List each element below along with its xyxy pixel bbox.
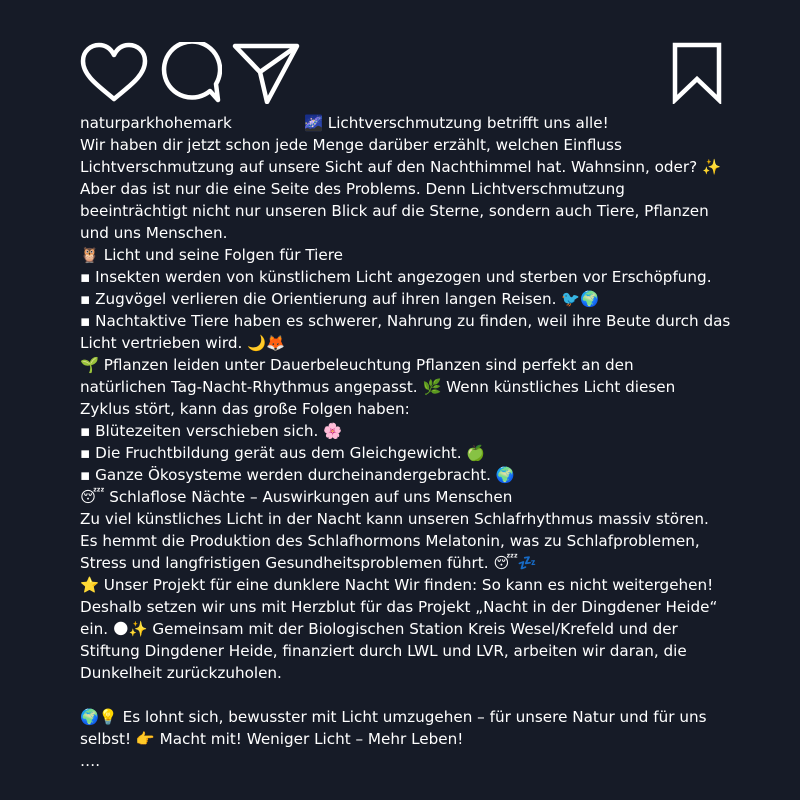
caption-line: Aber das ist nur die eine Seite des Problems. Denn Lichtverschmutzung xyxy=(80,180,625,198)
caption-line: natürlichen Tag-Nacht-Rhythmus angepasst. 🌿 Wenn künstliches Licht diesen xyxy=(80,378,676,396)
caption-line: ▪︎ Blütezeiten verschieben sich. 🌸 xyxy=(80,422,343,440)
bookmark-icon[interactable] xyxy=(672,42,722,104)
caption-line: beeinträchtigt nicht nur unseren Blick auf die Sterne, sondern auch Tiere, Pflanzen xyxy=(80,202,709,220)
caption-line: Wir haben dir jetzt schon jede Menge darüber erzählt, welchen Einfluss xyxy=(80,136,622,154)
post-caption xyxy=(80,112,740,772)
post-action-bar xyxy=(80,42,722,104)
caption-line: ein. 🌑✨ Gemeinsam mit der Biologischen Station Kreis Wesel/Krefeld und der xyxy=(80,620,678,638)
caption-line: Lichtverschmutzung auf unsere Sicht auf den Nachthimmel hat. Wahnsinn, oder? ✨ xyxy=(80,158,721,176)
username[interactable]: naturparkhohemark xyxy=(80,114,232,132)
caption-line: Stiftung Dingdener Heide, finanziert durch LWL und LVR, arbeiten wir daran, die xyxy=(80,642,687,660)
caption-line: Licht vertrieben wird. 🌙🦊 xyxy=(80,334,285,352)
paper-plane-icon[interactable] xyxy=(232,42,300,104)
caption-line: und uns Menschen. xyxy=(80,224,228,242)
caption-more[interactable]: …. xyxy=(80,752,101,770)
caption-line: 🦉 Licht und seine Folgen für Tiere xyxy=(80,246,343,264)
heart-icon[interactable] xyxy=(80,42,148,104)
caption-blank-line xyxy=(80,684,740,706)
caption-line: ▪︎ Zugvögel verlieren die Orientierung auf ihren langen Reisen. 🐦🌍 xyxy=(80,290,600,308)
caption-line: Deshalb setzen wir uns mit Herzblut für das Projekt „Nacht in der Dingdener Heide“ xyxy=(80,598,718,616)
caption-line: Dunkelheit zurückzuholen. xyxy=(80,664,282,682)
caption-line: 🌍💡 Es lohnt sich, bewusster mit Licht umzugehen – für unsere Natur und für uns xyxy=(80,708,707,726)
caption-line: ▪︎ Insekten werden von künstlichem Licht angezogen und sterben vor Erschöpfung. xyxy=(80,268,712,286)
caption-line: ⭐ Unser Projekt für eine dunklere Nacht Wir finden: So kann es nicht weitergehen! xyxy=(80,576,714,594)
caption-line: selbst! 👉 Macht mit! Weniger Licht – Mehr Leben! xyxy=(80,730,464,748)
caption-line: ▪︎ Ganze Ökosysteme werden durcheinandergebracht. 🌍 xyxy=(80,466,515,484)
comment-icon[interactable] xyxy=(160,42,222,104)
caption-line: Zyklus stört, kann das große Folgen haben: xyxy=(80,400,410,418)
caption-line: 😴 Schlaflose Nächte – Auswirkungen auf uns Menschen xyxy=(80,488,513,506)
caption-line: ▪︎ Nachtaktive Tiere haben es schwerer, Nahrung zu finden, weil ihre Beute durch das xyxy=(80,312,731,330)
caption-line: Stress und langfristigen Gesundheitsproblemen führt. 😴💤 xyxy=(80,554,537,572)
caption-line: 🌱 Pflanzen leiden unter Dauerbeleuchtung Pflanzen sind perfekt an den xyxy=(80,356,634,374)
caption-line-1: naturparkhohemark 🌌 Lichtverschmutzung betrifft uns alle! xyxy=(80,114,609,132)
caption-line: ▪︎ Die Fruchtbildung gerät aus dem Gleichgewicht. 🍏 xyxy=(80,444,486,462)
caption-line: Zu viel künstliches Licht in der Nacht kann unseren Schlafrhythmus massiv stören. xyxy=(80,510,709,528)
caption-line: Es hemmt die Produktion des Schlafhormons Melatonin, was zu Schlafproblemen, xyxy=(80,532,700,550)
